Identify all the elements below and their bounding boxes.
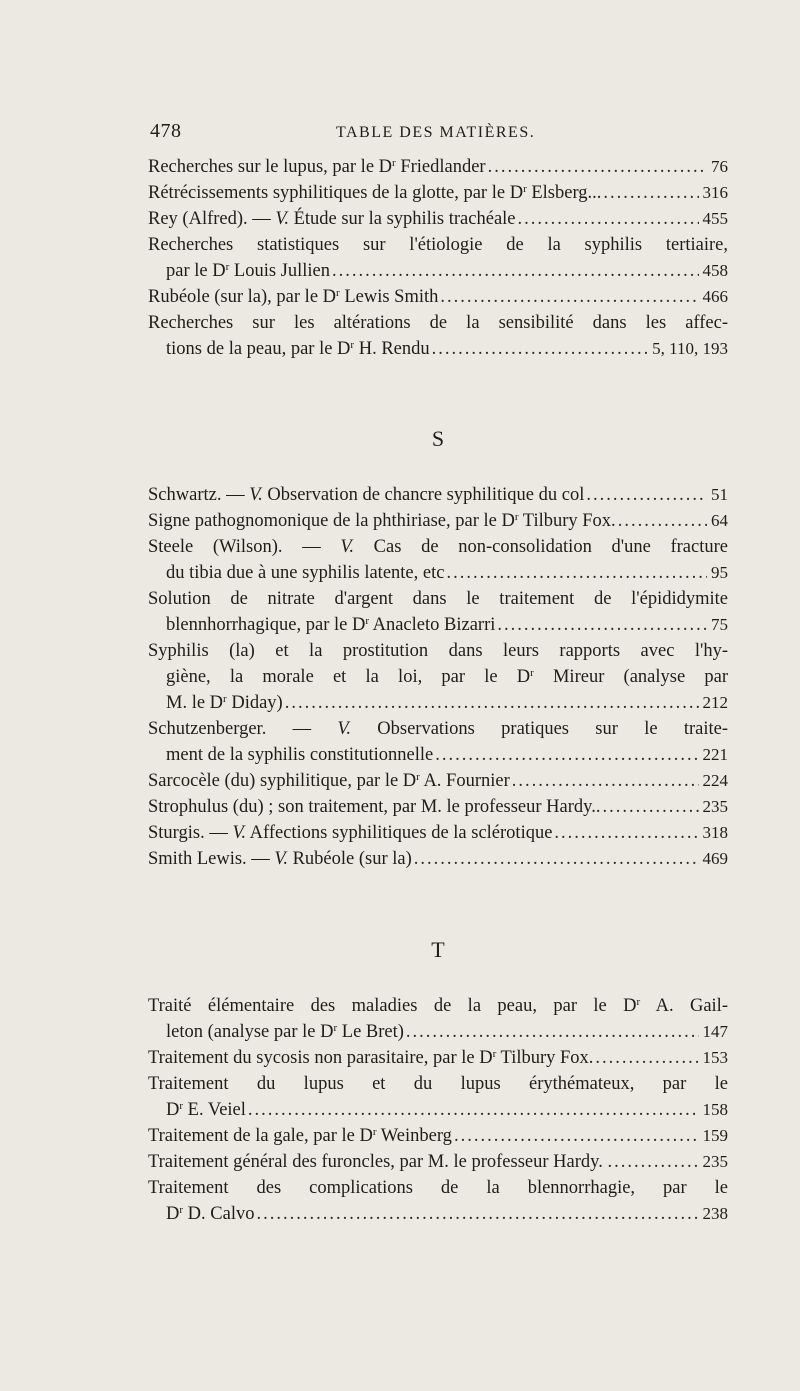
dot-leader <box>602 794 698 820</box>
page-reference: 235 <box>702 1152 728 1171</box>
entry-line <box>148 1123 728 1149</box>
index-entry <box>148 1149 728 1175</box>
entry-text: Steele (Wilson). — V. Cas de non-consolidation d'une fracture <box>148 537 728 557</box>
dot-leader <box>614 1149 698 1175</box>
superscript: r <box>179 1204 184 1216</box>
page-reference: 318 <box>702 823 728 842</box>
entry-line <box>148 1201 728 1227</box>
index-entry <box>148 794 728 820</box>
entry-line <box>148 690 728 716</box>
page-reference: 51 <box>711 485 728 504</box>
entry-text: blennhorrhagique, par le $D^r$ Anacleto Bizarri <box>166 615 496 635</box>
dot-leader <box>414 846 699 872</box>
entry-text: Traitement des complications de la blennorrhagie, par le <box>148 1178 728 1198</box>
superscript: r <box>223 693 227 705</box>
entry-line <box>148 1149 728 1175</box>
index-entry <box>148 310 728 362</box>
index-entry <box>148 638 728 716</box>
superscript: r <box>514 511 519 523</box>
entry-text: Smith Lewis. — V. Rubéole (sur la) <box>148 849 412 869</box>
index-entry <box>148 508 728 534</box>
dot-leader <box>497 612 707 638</box>
page-reference: 221 <box>702 745 728 764</box>
dot-leader <box>406 1019 699 1045</box>
dot-leader <box>435 742 698 768</box>
page-reference: 316 <box>702 183 728 202</box>
entry-line <box>148 206 728 232</box>
index-entry <box>148 716 728 768</box>
page-reference: 458 <box>702 261 728 280</box>
dot-leader <box>554 820 698 846</box>
entry-text: Recherches sur les altérations de la sensibilité dans les affec- <box>148 313 728 333</box>
index-entry <box>148 993 728 1045</box>
entry-line <box>148 846 728 872</box>
page-reference: 466 <box>702 287 728 306</box>
index-entry <box>148 154 728 180</box>
entry-text: Rétrécissements syphilitiques de la glotte, par le $D^r$ Elsberg... <box>148 183 602 203</box>
dot-leader <box>618 508 707 534</box>
entry-line <box>148 820 728 846</box>
entry-line <box>148 482 728 508</box>
entry-text: leton (analyse par le $D^r$ Le Bret) <box>166 1022 404 1042</box>
entry-line <box>148 768 728 794</box>
index-entry <box>148 534 728 586</box>
index-entry <box>148 820 728 846</box>
dot-leader <box>454 1123 699 1149</box>
entry-text: Solution de nitrate d'argent dans le traitement de l'épididymite <box>148 589 728 609</box>
italic-see-also: V. <box>337 719 351 739</box>
italic-see-also: V. <box>249 485 263 505</box>
superscript: r <box>523 183 527 195</box>
entry-text: tions de la peau, par le $D^r$ H. Rendu <box>166 339 430 359</box>
entry-text: Traitement général des furoncles, par M. le professeur Hardy. . <box>148 1152 613 1172</box>
page-number: 478 <box>150 120 182 142</box>
entry-text: Schwartz. — V. Observation de chancre syphilitique du col <box>148 485 585 505</box>
entry-text: ment de la syphilis constitutionnelle <box>166 745 434 765</box>
italic-see-also: V. <box>232 823 247 843</box>
page-reference: 212 <box>702 693 728 712</box>
entry-line <box>148 232 728 258</box>
superscript: r <box>179 1100 184 1112</box>
page-reference: 159 <box>702 1126 728 1145</box>
page-reference: 469 <box>702 849 728 868</box>
page-reference: 75 <box>711 615 728 634</box>
entry-line <box>148 638 728 664</box>
entry-text: par le $D^r$ Louis Jullien <box>166 261 330 281</box>
entry-text: Traitement de la gale, par le $D^r$ Weinberg <box>148 1126 452 1146</box>
index-entry <box>148 1071 728 1123</box>
entry-text: Rey (Alfred). — V. Étude sur la syphilis trachéale <box>148 209 516 229</box>
entry-text: $D^r$ D. Calvo <box>166 1204 255 1224</box>
page-reference: 455 <box>702 209 728 228</box>
entry-line <box>148 284 728 310</box>
entry-text: Sturgis. — V. Affections syphilitiques de la sclérotique <box>148 823 553 843</box>
index-entry <box>148 232 728 284</box>
superscript: r <box>372 1126 377 1138</box>
superscript: r <box>416 771 420 783</box>
italic-see-also: V. <box>340 537 354 557</box>
entry-text: Recherches sur le lupus, par le $D^r$ Friedlander <box>148 157 486 177</box>
page-reference: 224 <box>702 771 728 790</box>
entry-line <box>148 716 728 742</box>
superscript: r <box>225 261 230 273</box>
entry-text: Rubéole (sur la), par le $D^r$ Lewis Smith <box>148 287 439 307</box>
entry-text: Syphilis (la) et la prostitution dans leurs rapports avec l'hy- <box>148 641 728 661</box>
entry-line <box>148 534 728 560</box>
superscript: r <box>530 667 534 679</box>
dot-leader <box>432 336 648 362</box>
dot-leader <box>518 206 699 232</box>
entry-text: Signe pathognomonique de la phthiriase, par le $D^r$ Tilbury Fox. <box>148 511 616 531</box>
entry-line <box>148 1019 728 1045</box>
entry-line <box>148 180 728 206</box>
index-entry <box>148 1045 728 1071</box>
superscript: r <box>636 996 641 1008</box>
dot-leader <box>446 560 707 586</box>
entry-line <box>148 1097 728 1123</box>
index-entry <box>148 1123 728 1149</box>
dot-leader <box>440 284 698 310</box>
entry-line <box>148 154 728 180</box>
dot-leader <box>256 1201 698 1227</box>
entry-line <box>148 560 728 586</box>
index-section-r <box>148 154 728 362</box>
index-entry <box>148 846 728 872</box>
index-entry <box>148 1175 728 1227</box>
superscript: r <box>333 1022 338 1034</box>
superscript: r <box>336 287 340 299</box>
dot-leader <box>248 1097 699 1123</box>
index-entry <box>148 284 728 310</box>
superscript: r <box>492 1048 497 1060</box>
entry-text: Traitement du sycosis non parasitaire, par le $D^r$ Tilbury Fox. <box>148 1048 594 1068</box>
entry-line <box>148 1045 728 1071</box>
entry-line <box>148 258 728 284</box>
page-reference: 5, 110, 193 <box>652 339 728 358</box>
dot-leader <box>586 482 707 508</box>
section-letter-s: S <box>431 426 445 451</box>
page-reference: 64 <box>711 511 728 530</box>
entry-text: $D^r$ E. Veiel <box>166 1100 246 1120</box>
index-entry <box>148 180 728 206</box>
entry-text: Traité élémentaire des maladies de la peau, par le $D^r$ A. Gail- <box>148 996 728 1016</box>
page-reference: 158 <box>702 1100 728 1119</box>
section-letter-t: T <box>431 937 445 962</box>
entry-line <box>148 664 728 690</box>
dot-leader <box>603 180 698 206</box>
entry-text: Strophulus (du) ; son traitement, par M. le professeur Hardy.. <box>148 797 601 817</box>
entry-text: Sarcocèle (du) syphilitique, par le $D^r$ A. Fournier <box>148 771 510 791</box>
entry-line <box>148 794 728 820</box>
entry-line <box>148 993 728 1019</box>
dot-leader <box>285 690 699 716</box>
index-section-s <box>148 482 728 872</box>
page-reference: 147 <box>702 1022 728 1041</box>
page-header <box>150 120 730 150</box>
dot-leader <box>595 1045 698 1071</box>
index-entry <box>148 586 728 638</box>
running-title: TABLE DES MATIÈRES. <box>336 124 536 141</box>
page-reference: 153 <box>702 1048 728 1067</box>
superscript: r <box>392 157 396 169</box>
entry-line <box>148 742 728 768</box>
index-section-t <box>148 993 728 1227</box>
italic-see-also: V. <box>275 209 289 229</box>
dot-leader <box>512 768 699 794</box>
entry-line <box>148 612 728 638</box>
entry-line <box>148 336 728 362</box>
page-reference: 95 <box>711 563 728 582</box>
entry-text: M. le $D^r$ Diday) <box>166 693 283 713</box>
index-entry <box>148 206 728 232</box>
entry-line <box>148 1071 728 1097</box>
page-reference: 235 <box>702 797 728 816</box>
page-reference: 238 <box>702 1204 728 1223</box>
entry-text: Traitement du lupus et du lupus érythémateux, par le <box>148 1074 728 1094</box>
index-entry <box>148 768 728 794</box>
entry-text: du tibia due à une syphilis latente, etc <box>166 563 445 583</box>
dot-leader <box>332 258 699 284</box>
superscript: r <box>350 339 355 351</box>
entry-text: Schutzenberger. — V. Observations pratiques sur le traite- <box>148 719 729 739</box>
entry-text: Recherches statistiques sur l'étiologie de la syphilis tertiaire, <box>148 235 728 255</box>
superscript: r <box>365 615 369 627</box>
italic-see-also: V. <box>274 849 288 869</box>
index-entry <box>148 482 728 508</box>
dot-leader <box>488 154 707 180</box>
entry-line <box>148 310 728 336</box>
entry-line <box>148 1175 728 1201</box>
entry-line <box>148 586 728 612</box>
entry-text: giène, la morale et la loi, par le $D^r$ Mireur (analyse par <box>166 667 728 687</box>
page-reference: 76 <box>711 157 728 176</box>
entry-line <box>148 508 728 534</box>
